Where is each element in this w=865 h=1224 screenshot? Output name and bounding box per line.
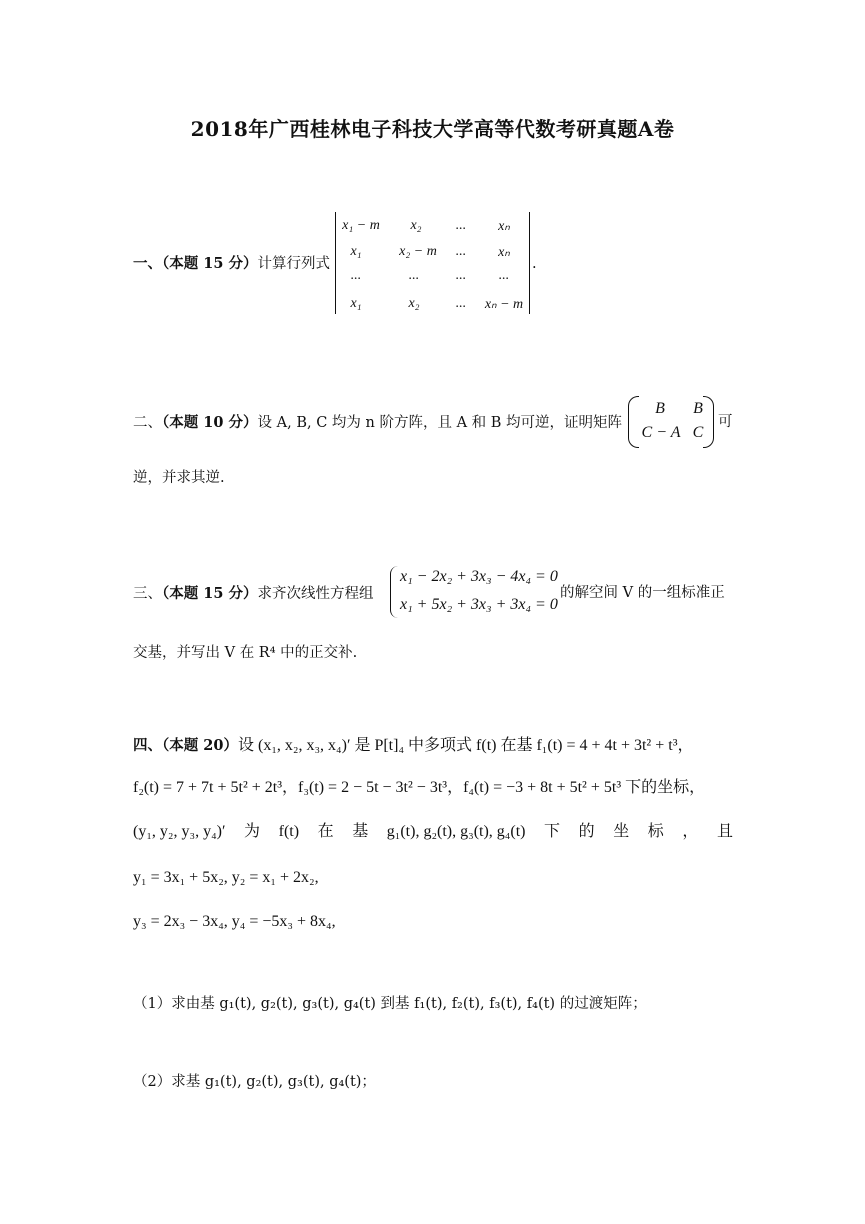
- block-matrix: [628, 396, 714, 448]
- line3-part: 标: [647, 823, 664, 840]
- det-cell: ...: [455, 244, 467, 259]
- line3-part: 且: [716, 823, 733, 840]
- question-2-text-line2: 逆，并求其逆.: [133, 470, 225, 486]
- question-4-sub2: （2）求基 g₁(t), g₂(t), g₃(t), g₄(t)；: [133, 1074, 376, 1090]
- det-cell: x₁: [350, 296, 362, 311]
- question-4-line1: [133, 736, 694, 755]
- line3-part: 下: [544, 823, 561, 840]
- question-4-line3: [133, 822, 733, 841]
- det-cell: x₁: [350, 244, 362, 259]
- det-cell: ...: [408, 268, 420, 283]
- det-cell: xₙ − m: [484, 297, 524, 312]
- question-3-text: 求齐次线性方程组: [257, 586, 374, 602]
- matrix-cell: B: [655, 400, 665, 417]
- determinant: [335, 212, 530, 314]
- question-4-text: 设 (x₁, x₂, x₃, x₄)′ 是 P[t]₄ 中多项式 f(t) 在基 f₁(t) = 4 + 4t + 3t² + t³，: [237, 737, 694, 754]
- det-cell: x₂: [410, 218, 422, 233]
- line3-part: f(t): [278, 823, 300, 840]
- det-cell: ...: [455, 218, 467, 233]
- matrix-cell: C − A: [641, 424, 681, 441]
- det-cell: ...: [498, 268, 510, 283]
- line3-part: ，: [682, 823, 699, 840]
- question-3: [133, 585, 374, 603]
- question-4-line2: f₂(t) = 7 + 7t + 5t² + 2t³，f₃(t) = 2 − 5t − 3t² − 3t³，f₄(t) = −3 + 8t + 5t² + 5t³ 下的坐标，: [133, 779, 706, 796]
- question-4-line4: y₁ = 3x₁ + 5x₂, y₂ = x₁ + 2x₂,: [133, 869, 319, 886]
- line3-part: 为: [244, 823, 261, 840]
- question-4-label: 四、（本题 20）: [133, 737, 238, 754]
- matrix-cell: B: [693, 400, 703, 417]
- question-1-text: 计算行列式: [257, 256, 331, 272]
- line3-part: 基: [352, 823, 369, 840]
- question-2-label: （本题 10 分）: [162, 414, 258, 431]
- equation-2: x₁ + 5x₂ + 3x₃ + 3x₄ = 0: [400, 596, 558, 613]
- page-title: 2018年广西桂林电子科技大学高等代数考研真题A卷: [190, 117, 675, 141]
- question-1-label: 一、（本题 15 分）: [133, 255, 258, 272]
- question-1-end: .: [532, 256, 537, 272]
- question-2-text-cont: 可: [718, 414, 733, 430]
- matrix-cell: C: [692, 424, 704, 441]
- question-3-label: （本题 15 分）: [162, 585, 258, 602]
- det-cell: ...: [455, 268, 467, 283]
- question-3-text-cont: 的解空间 V 的一组标准正: [560, 585, 725, 601]
- line3-part: (y₁, y₂, y₃, y₄)′: [133, 823, 226, 840]
- question-1: [133, 255, 330, 273]
- question-3-text-line2: 交基，并写出 V 在 R⁴ 中的正交补.: [133, 645, 358, 661]
- det-cell: xₙ: [498, 245, 510, 260]
- line3-part: g₁(t), g₂(t), g₃(t), g₄(t): [386, 823, 526, 840]
- question-4-sub1: （1）求由基 g₁(t), g₂(t), g₃(t), g₄(t) 到基 f₁(t), f₂(t), f₃(t), f₄(t) 的过渡矩阵；: [133, 996, 647, 1012]
- question-2: [133, 414, 622, 432]
- question-2-number: 二、: [133, 415, 162, 431]
- line3-part: 坐: [613, 823, 630, 840]
- line3-part: 的: [578, 823, 595, 840]
- question-2-text: 设 A, B, C 均为 n 阶方阵，且 A 和 B 均可逆，证明矩阵: [257, 415, 623, 431]
- det-cell: x₂ − m: [399, 244, 437, 259]
- det-cell: ...: [455, 296, 467, 311]
- system-brace: [390, 566, 399, 618]
- det-cell: x₁ − m: [342, 218, 380, 233]
- line3-part: 在: [317, 823, 334, 840]
- equation-1: x₁ − 2x₂ + 3x₃ − 4x₄ = 0: [400, 568, 558, 585]
- det-cell: x₂: [408, 296, 420, 311]
- question-3-number: 三、: [133, 586, 162, 602]
- question-4-line5: y₃ = 2x₃ − 3x₄, y₄ = −5x₃ + 8x₄,: [133, 913, 336, 930]
- det-cell: ...: [350, 268, 362, 283]
- det-cell: xₙ: [498, 219, 510, 234]
